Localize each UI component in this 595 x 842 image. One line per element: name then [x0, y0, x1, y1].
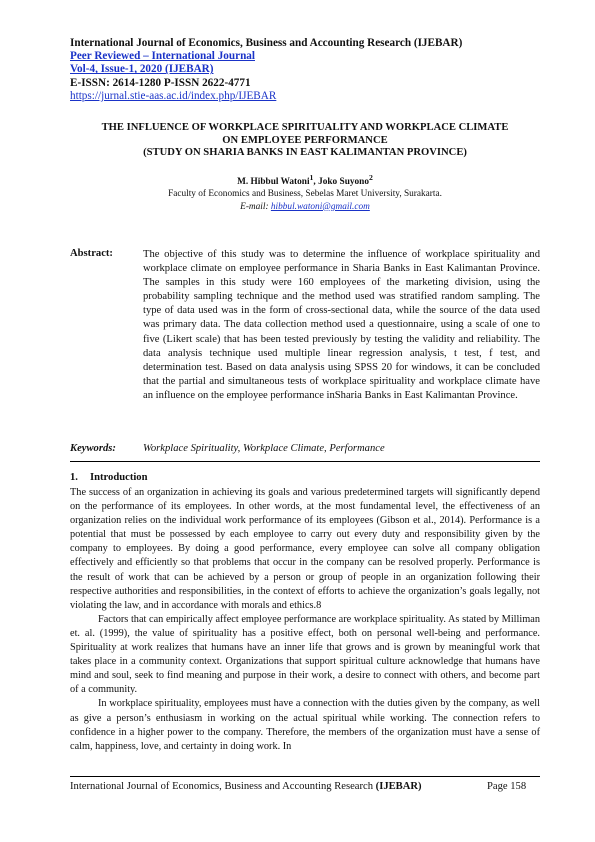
author-2: Joko Suyono: [318, 177, 369, 188]
author-block: [70, 172, 540, 213]
paper-title: [70, 122, 540, 160]
issn-line: E-ISSN: 2614-1280 P-ISSN 2622-4771: [70, 76, 251, 89]
email-label: E-mail:: [240, 201, 271, 212]
section-title: Introduction: [90, 472, 148, 483]
paragraph-3: In workplace spirituality, employees must have a connection with the duties given by the company, as well as give a person’s enthusiasm in working on the actual spiritual while working. The connection refers to confidence in a higher power to the company. Therefore, the members of the organization must have a sense of calm, happiness, love, and certainty in doing work. In: [70, 698, 540, 752]
page-number: Page 158: [487, 781, 527, 792]
title-line-1: THE INFLUENCE OF WORKPLACE SPIRITUALITY AND WORKPLACE CLIMATE: [101, 122, 509, 133]
section-number: 1.: [70, 472, 78, 483]
volume-link[interactable]: Vol-4, Issue-1, 2020 (IJEBAR): [70, 63, 214, 76]
title-line-3: (STUDY ON SHARIA BANKS IN EAST KALIMANTAN PROVINCE): [143, 147, 467, 159]
author-1-sup: 1: [309, 173, 314, 182]
paragraph-2: Factors that can empirically affect employee performance are workplace spirituality. As stated by Milliman et. al. (1999), the value of spirituality has a positive effect, both on personal well-being and performance. Spirituality at work realizes that humans have an inner life that grows and is grown by meaningful work that takes place in a community context. Organizations that support spiritual culture acknowledge that humans have mind and soul, seek to find meaning and purpose in their work, a desire to connect with others, and become part of a community.: [70, 613, 540, 696]
abstract-label: [70, 248, 113, 259]
footer-journal-name: International Journal of Economics, Business and Accounting Research: [70, 781, 376, 792]
author-2-sup: 2: [368, 173, 373, 182]
page-footer: [70, 781, 540, 792]
footer-journal: [70, 781, 422, 792]
abstract-label-text: Abstract: [70, 248, 110, 259]
footer-journal-abbr: (IJEBAR): [375, 781, 422, 792]
keywords-label: Keywords:: [70, 443, 116, 454]
email-line: [70, 201, 540, 213]
author-names: [70, 172, 540, 188]
journal-name: International Journal of Economics, Business and Accounting Research (IJEBAR): [70, 37, 463, 49]
journal-url-link[interactable]: https://jurnal.stie-aas.ac.id/index.php/IJEBAR: [70, 89, 277, 102]
paragraph-1: The success of an organization in achieving its goals and various predetermined targets will significantly depend on the performance of its employees. In other words, at the most fundamental level, the effectiveness of an organization relies on the individual work performance of its employees (Gibson et al., 2014). Performance is a potential that must be possessed by each employee to carry out every duty and responsibility given by the company to employees. By doing a good performance, every employee can solve all company obligation effectively and efficiently so that problems that occur in the company can be resolved properly. Performance is the result of work that can be achieved by a person or group of people in an organization following their respective authorities and responsibilities, in the context of efforts to achieve the organization’s goals legally, not violating the law, and in accordance with morals and ethics.8: [70, 487, 540, 611]
footer-divider: [70, 776, 540, 777]
abstract-colon: :: [109, 248, 113, 259]
title-line-2: ON EMPLOYEE PERFORMANCE: [222, 134, 388, 146]
affiliation: Faculty of Economics and Business, Sebelas Maret University, Surakarta.: [168, 189, 442, 200]
section-heading: [70, 472, 148, 483]
author-1: M. Hibbul Watoni: [237, 177, 310, 188]
peer-reviewed-link[interactable]: Peer Reviewed – International Journal: [70, 50, 255, 63]
keywords-text: Workplace Spirituality, Workplace Climate, Performance: [143, 443, 385, 454]
author-separator: ,: [313, 177, 319, 188]
email-link[interactable]: hibbul.watoni@gmail.com: [270, 201, 370, 212]
journal-header: [70, 37, 462, 103]
introduction-body: [70, 486, 540, 754]
abstract-text: The objective of this study was to determine the influence of workplace spirituality and workplace climate on employee performance in Sharia Banks in East Kalimantan Province. The samples in this study were 160 employees of the marketing division, using the probability sampling technique and the method used was stratified random sampling. The type of data used was in the form of cross-sectional data, while the source of the data used was primary data. The data collection method used a questionnaire, using a scale of one to five (Likert scale) that has been tested previously by testing the validity and reliability. The data analysis technique used multiple linear regression analysis, t test, f test, and determination test. Based on data analysis using SPSS 20 for windows, it can be concluded that the partial and simultaneous tests of workplace spirituality and workplace climate have an influence on the employee performance inSharia Banks in East Kalimantan Province.: [143, 249, 540, 401]
keywords-divider: [70, 461, 540, 462]
